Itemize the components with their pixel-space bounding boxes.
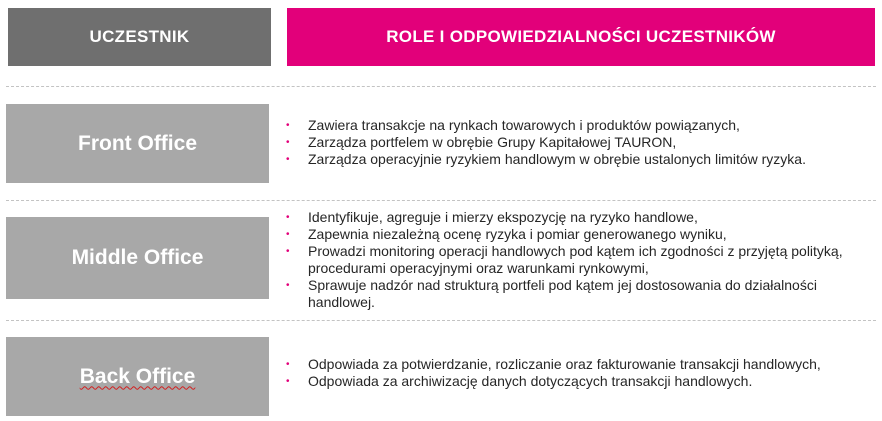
list-item-text: Sprawuje nadzór nad strukturą portfeli pod kątem jej dostosowania do działalności handlowej. [308,277,817,310]
front-office-responsibilities [286,117,866,168]
bullet-icon: • [286,120,290,131]
list-item [286,243,866,277]
list-item-text: Odpowiada za archiwizację danych dotyczących transakcji handlowych. [308,373,753,389]
list-item-text: Zawiera transakcje na rynkach towarowych i produktów powiązanych, [308,117,740,133]
roles-header-label: ROLE I ODPOWIEDZIALNOŚCI UCZESTNIKÓW [386,27,776,46]
list-item [286,356,866,373]
bullet-icon: • [286,229,290,240]
list-item-text: Prowadzi monitoring operacji handlowych pod kątem ich zgodności z przyjętą polityką, procedurami operacyjnymi oraz warunkami rynkowymi, [308,243,843,276]
list-item [286,209,866,226]
list-item-text: Zapewnia niezależną ocenę ryzyka i pomiar generowanego wyniku, [308,226,727,242]
roles-column-header [287,8,875,66]
bullet-icon: • [286,212,290,223]
bullet-icon: • [286,280,290,291]
participant-header-label: UCZESTNIK [89,27,190,46]
bullet-icon: • [286,376,290,387]
row-divider [6,320,876,321]
front-office-label: Front Office [78,131,197,155]
back-office-responsibilities [286,356,866,390]
middle-office-responsibilities [286,209,866,311]
list-item [286,134,866,151]
list-item-text: Zarządza portfelem w obrębie Grupy Kapitałowej TAURON, [308,134,677,150]
middle-office-label: Middle Office [71,246,204,269]
row-divider [6,86,876,87]
list-item [286,151,866,168]
row-divider [6,200,876,201]
list-item [286,277,866,311]
participant-column-header [8,8,271,66]
bullet-icon: • [286,137,290,148]
front-office-box [6,104,269,183]
list-item [286,373,866,390]
list-item-text: Odpowiada za potwierdzanie, rozliczanie oraz fakturowanie transakcji handlowych, [308,356,821,372]
middle-office-box [6,217,269,299]
list-item [286,226,866,243]
list-item-text: Identyfikuje, agreguje i mierzy ekspozycję na ryzyko handlowe, [308,209,698,225]
bullet-icon: • [286,154,290,165]
back-office-box [6,337,269,416]
back-office-label: Back Office [79,364,196,388]
list-item [286,117,866,134]
bullet-icon: • [286,359,290,370]
list-item-text: Zarządza operacyjnie ryzykiem handlowym w obrębie ustalonych limitów ryzyka. [308,151,806,167]
bullet-icon: • [286,246,290,257]
